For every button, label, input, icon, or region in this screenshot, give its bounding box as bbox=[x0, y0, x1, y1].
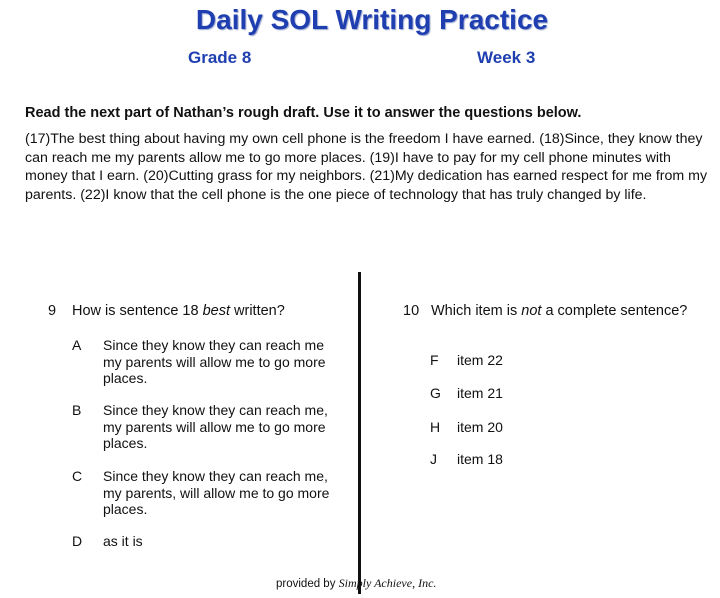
question-10-stem bbox=[431, 303, 701, 320]
q9-choice-a-text[interactable]: Since they know they can reach me my parents will allow me to go more places. bbox=[103, 337, 326, 386]
q9-choice-b-text[interactable]: Since they know they can reach me, my parents will allow me to go more places. bbox=[103, 402, 328, 451]
footer-brand: Simply Achieve, Inc. bbox=[338, 576, 437, 590]
q9-choice-c-letter[interactable]: C bbox=[72, 468, 83, 484]
week-label: Week 3 bbox=[477, 48, 536, 67]
q10-choice-h-text[interactable]: item 20 bbox=[457, 419, 503, 435]
page-title: Daily SOL Writing Practice bbox=[195, 4, 549, 35]
q10-choice-g-text[interactable]: item 21 bbox=[457, 385, 503, 401]
q9-choice-b-letter[interactable]: B bbox=[72, 402, 82, 418]
footer-prefix: provided by bbox=[276, 578, 339, 590]
question-10-stem-emphasis: not bbox=[521, 303, 542, 319]
question-9-stem bbox=[72, 303, 285, 319]
question-9-number: 9 bbox=[48, 303, 57, 319]
question-10-stem-end: a complete sentence? bbox=[541, 303, 688, 319]
q10-choice-h-letter[interactable]: H bbox=[430, 419, 441, 435]
q9-choice-d-text[interactable]: as it is bbox=[103, 533, 143, 549]
q10-choice-f-text[interactable]: item 22 bbox=[457, 352, 503, 368]
question-9-stem-start: How is sentence 18 bbox=[72, 303, 203, 319]
question-9-stem-end: written? bbox=[230, 303, 285, 319]
question-10-stem-start: Which item is bbox=[431, 303, 522, 319]
q10-choice-g-letter[interactable]: G bbox=[430, 385, 441, 401]
footer-credit bbox=[276, 576, 436, 591]
q10-choice-j-letter[interactable]: J bbox=[430, 451, 437, 467]
q10-choice-j-text[interactable]: item 18 bbox=[457, 451, 503, 467]
question-9-stem-emphasis: best bbox=[202, 303, 230, 319]
passage: (17)The best thing about having my own cell phone is the freedom I have earned. (18)Since, they know they can reach me my parents allow me to go more places. (19)I have to pay for my cell phone minutes with money that I earn. (20)Cutting grass for my neighbors. (21)My dedication has earned respect for me from my parents. (22)I know that the cell phone is the one piece of technology that has truly changed by life. bbox=[25, 131, 708, 203]
q10-choice-f-letter[interactable]: F bbox=[430, 352, 439, 368]
directions: Read the next part of Nathan’s rough draft. Use it to answer the questions below. bbox=[25, 105, 582, 121]
column-divider bbox=[358, 272, 361, 594]
q9-choice-a-letter[interactable]: A bbox=[72, 337, 82, 353]
grade-label: Grade 8 bbox=[188, 48, 252, 67]
question-10-number: 10 bbox=[403, 303, 420, 319]
q9-choice-c-text[interactable]: Since they know they can reach me, my parents, will allow me to go more places. bbox=[103, 468, 330, 517]
q9-choice-d-letter[interactable]: D bbox=[72, 533, 83, 549]
